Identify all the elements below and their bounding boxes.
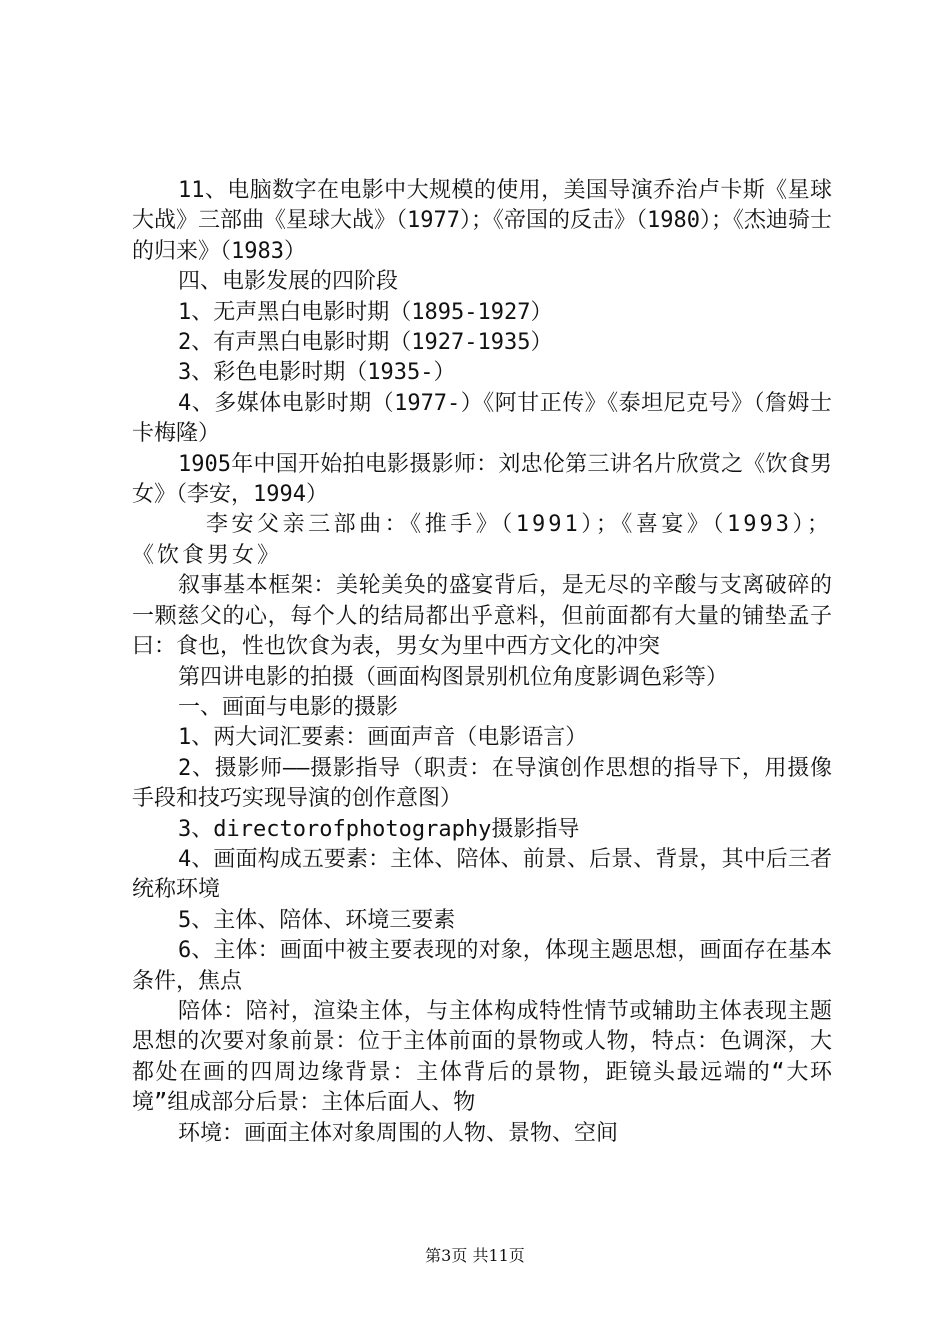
list-item-two-elements: 1、两大词汇要素：画面声音（电影语言） <box>178 725 588 751</box>
paragraph-narrative-frame: 叙事基本框架：美轮美奂的盛宴背后，是无尽的辛酸与支离破碎的一颗慈父的心，每个人的结局都出乎意料，但前面都有大量的铺垫孟子曰：食也，性也饮食为表，男女为里中西方文化的冲突 <box>132 573 832 660</box>
list-item-sound-bw: 2、有声黑白电影时期（1927-1935） <box>178 330 553 356</box>
document-body <box>132 176 832 1149</box>
list-item-director-of-photography: 3、directorofphotography摄影指导 <box>178 816 580 842</box>
list-item-three-elements: 5、主体、陪体、环境三要素 <box>178 907 456 933</box>
heading-image-and-cinematography: 一、画面与电影的摄影 <box>178 694 399 720</box>
paragraph-china-1905: 1905年中国开始拍电影摄影师：刘忠伦第三讲名片欣赏之《饮食男女》（李安，1994） <box>132 451 832 508</box>
heading-lecture-four: 第四讲电影的拍摄（画面构图景别机位角度影调色彩等） <box>178 664 729 690</box>
list-item-color: 3、彩色电影时期（1935-） <box>178 360 456 386</box>
paragraph-environment: 环境：画面主体对象周围的人物、景物、空间 <box>178 1120 619 1146</box>
list-item-five-elements: 4、画面构成五要素：主体、陪体、前景、后景、背景，其中后三者统称环境 <box>132 846 832 903</box>
list-item-silent-bw: 1、无声黑白电影时期（1895-1927） <box>178 299 553 325</box>
list-item-subject: 6、主体：画面中被主要表现的对象，体现主题思想，画面存在基本条件，焦点 <box>132 938 832 994</box>
list-item-multimedia: 4、多媒体电影时期（1977-）《阿甘正传》《泰坦尼克号》（詹姆士卡梅隆） <box>132 390 832 447</box>
paragraph-digital-film: 11、电脑数字在电影中大规模的使用，美国导演乔治卢卡斯《星球大战》三部曲《星球大战》（1977）；《帝国的反击》（1980）；《杰迪骑士的归来》（1983） <box>132 178 832 264</box>
page-footer: 第3页 共11页 <box>425 1246 525 1265</box>
paragraph-ang-lee-trilogy: 李安父亲三部曲：《推手》（1991）；《喜宴》（1993）；《饮食男女》 <box>132 512 832 568</box>
paragraph-secondary-subject: 陪体：陪衬，渲染主体，与主体构成特性情节或辅助主体表现主题思想的次要对象前景：位于主体前面的景物或人物，特点：色调深，大都处在画的四周边缘背景：主体背后的景物，距镜头最远端的“大环境”组成部分后景：主体后面人、物 <box>132 998 832 1116</box>
heading-four-stages: 四、电影发展的四阶段 <box>178 269 399 295</box>
list-item-cinematographer: 2、摄影师——摄影指导（职责：在导演创作思想的指导下，用摄像手段和技巧实现导演的创作意图） <box>132 755 832 812</box>
